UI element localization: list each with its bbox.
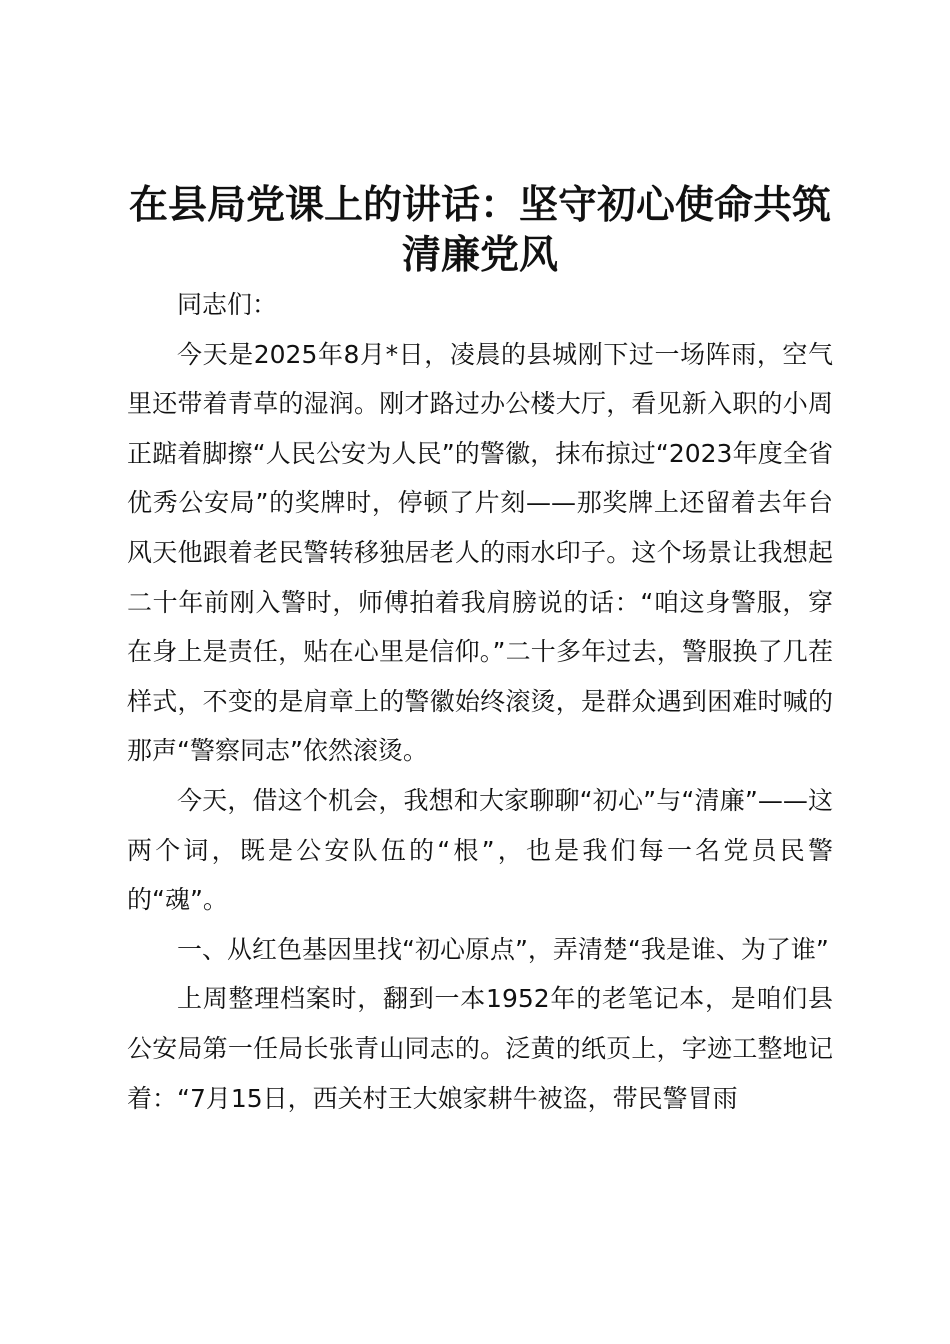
body-paragraph: 今天是2025年8月*日，凌晨的县城刚下过一场阵雨，空气里还带着青草的湿润。刚才路过办公楼大厅，看见新入职的小周正踮着脚擦“人民公安为人民”的警徽，抹布掠过“2023年度全省优秀公安局”的奖牌时，停顿了片刻——那奖牌上还留着去年台风天他跟着老民警转移独居老人的雨水印子。这个场景让我想起二十年前刚入警时，师傅拍着我肩膀说的话：“咱这身警服，穿在身上是责任，贴在心里是信仰。”二十多年过去，警服换了几茬样式，不变的是肩章上的警徽始终滚烫，是群众遇到困难时喊的那声“警察同志”依然滚烫。 (127, 339, 833, 766)
document-body (127, 180, 833, 1123)
section-heading: 一、从红色基因里找“初心原点”，弄清楚“我是谁、为了谁” (177, 934, 829, 964)
document-title: 在县局党课上的讲话：坚守初心使命共筑清廉党风 (128, 182, 831, 278)
body-paragraph: 上周整理档案时，翻到一本1952年的老笔记本，是咱们县公安局第一任局长张青山同志的。泛黄的纸页上，字迹工整地记着：“7月15日，西关村王大娘家耕牛被盗，带民警冒雨 (127, 984, 833, 1113)
body-paragraph: 今天，借这个机会，我想和大家聊聊“初心”与“清廉”——这两个词，既是公安队伍的“根”，也是我们每一名党员民警的“魂”。 (127, 785, 833, 915)
salutation-paragraph: 同志们： (177, 290, 278, 319)
